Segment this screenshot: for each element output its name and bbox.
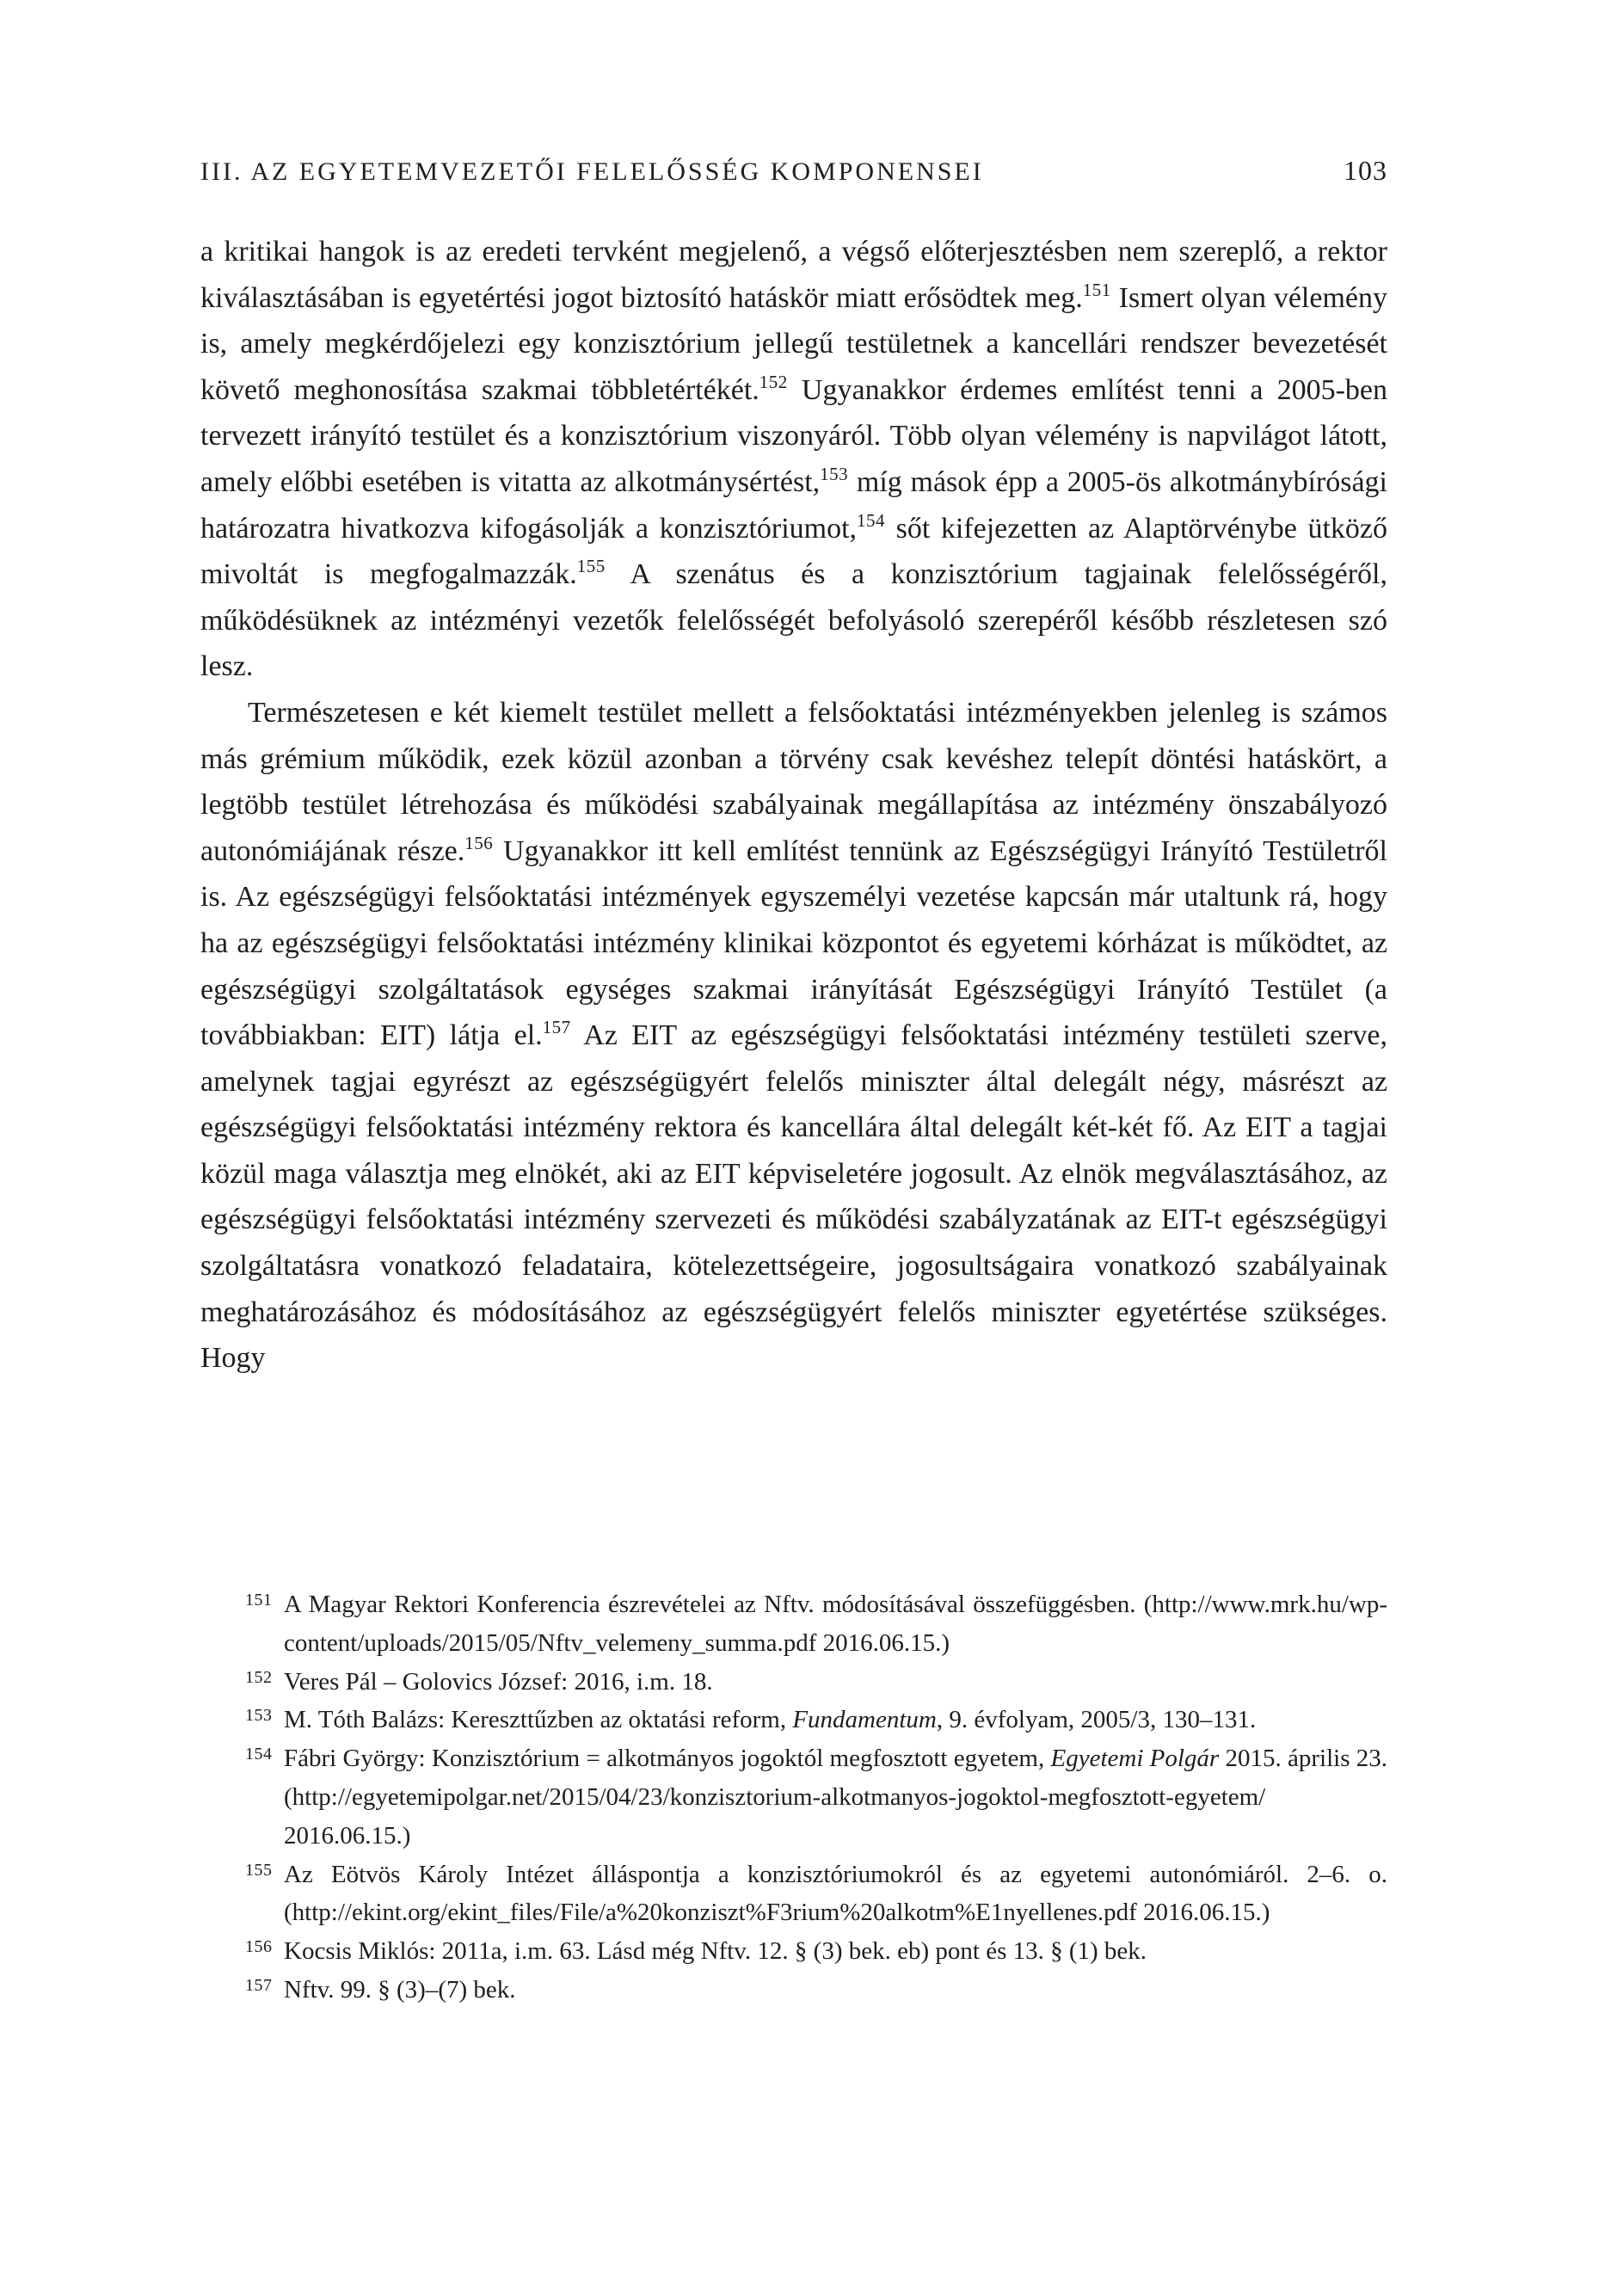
page-number: 103	[1344, 155, 1387, 186]
footnote-text: M. Tóth Balázs: Kereszttűzben az oktatási reform, Fundamentum, 9. évfolyam, 2005/3, 130–131.	[284, 1706, 1257, 1734]
footnote-text: Az Eötvös Károly Intézet álláspontja a konzisztóriumokról és az egyetemi autonómiáról. 2–6. o. (http://ekint.org/ekint_files/File/a%20konziszt%F3rium%20alkotm%E1nyellenes.pdf 2016.06.15.)	[284, 1860, 1387, 1927]
footnote	[200, 1663, 1387, 1702]
paragraph: Természetesen e két kiemelt testület mellett a felsőoktatási intézményekben jelenleg is számos más grémium működik, ezek közül azonban a törvény csak kevéshez telepít döntési hatáskört, a legtöbb testület létrehozása és működési szabályainak megállapítása az intézmény önszabályozó autonómiájának része.$^{156}$ Ugyanakkor itt kell említést tennünk az Egészségügyi Irányító Testületről is. Az egészségügyi felsőoktatási intézmények egyszemélyi vezetése kapcsán már utaltunk rá, hogy ha az egészségügyi felsőoktatási intézmény klinikai központot és egyetemi kórházat is működtet, az egészségügyi szolgáltatások egységes szakmai irányítását Egészségügyi Irányító Testület (a továbbiakban: EIT) látja el.$^{157}$ Az EIT az egészségügyi felsőoktatási intézmény testületi szerve, amelynek tagjai egyrészt az egészségügyért felelős miniszter által delegált négy, másrészt az egészségügyi felsőoktatási intézmény rektora és kancellára által delegált két-két fő. Az EIT a tagjai közül maga választja meg elnökét, aki az EIT képviseletére jogosult. Az elnök megválasztásához, az egészségügyi felsőoktatási intézmény szervezeti és működési szabályzatának az EIT-t egészségügyi szolgáltatásra vonatkozó feladataira, kötelezettségeire, jogosultságaira vonatkozó szabályainak meghatározásához és módosításához az egészségügyért felelős miniszter egyetértése szükséges. Hogy	[200, 696, 1387, 1375]
footnote	[200, 1971, 1387, 2010]
footnote	[200, 1932, 1387, 1971]
paragraph: a kritikai hangok is az eredeti tervként megjelenő, a végső előterjesztésben nem szereplő, a rektor kiválasztásában is egyetértési jogot biztosító hatáskör miatt erősödtek meg.$^{151}$ Ismert olyan vélemény is, amely megkérdőjelezi egy konzisztórium jellegű testületnek a kancellári rendszer bevezetését követő meghonosítása szakmai többletértékét.$^{152}$ Ugyanakkor érdemes említést tenni a 2005-ben tervezett irányító testület és a konzisztórium viszonyáról. Több olyan vélemény is napvilágot látott, amely előbbi esetében is vitatta az alkotmánysértést,$^{153}$ míg mások épp a 2005-ös alkotmánybírósági határozatra hivatkozva kifogásolják a konzisztóriumot,$^{154}$ sőt kifejezetten az Alaptörvénybe ütköző mivoltát is megfogalmazzák.$^{155}$ A szenátus és a konzisztórium tagjainak felelősségéről, működésüknek az intézményi vezetők felelősségét befolyásoló szerepéről később részletesen szó lesz.	[200, 236, 1388, 683]
footnote-number: 152	[245, 1667, 273, 1687]
body-paragraphs	[200, 229, 1387, 1382]
footnote-text: Kocsis Miklós: 2011a, i.m. 63. Lásd még Nftv. 12. § (3) bek. eb) pont és 13. § (1) bek.	[284, 1937, 1147, 1966]
footnote-ref: 151	[1082, 279, 1111, 300]
footnote-ref: 152	[759, 371, 788, 392]
footnote	[200, 1585, 1387, 1663]
footnote-number: 153	[245, 1706, 273, 1726]
footnote-number: 151	[245, 1591, 273, 1610]
footnote-text: Fábri György: Konzisztórium = alkotmányos jogoktól megfosztott egyetem, Egyetemi Polgár 2015. április 23. (http://egyetemipolgar.net/2015/04/23/konzisztorium-alkotmanyos-jogoktol-megfosztott-egyetem/ 2016.06.15.)	[284, 1745, 1387, 1850]
footnote-ref: 154	[857, 509, 886, 531]
footnote	[200, 1701, 1387, 1739]
footnote-ref: 153	[820, 463, 849, 484]
footnote	[200, 1739, 1387, 1855]
italic-text: Fundamentum	[792, 1706, 937, 1734]
chapter-title: III. AZ EGYETEMVEZETŐI FELELŐSSÉG KOMPONENSEI	[200, 157, 984, 186]
footnote-number: 155	[245, 1860, 273, 1880]
footnote-ref: 157	[542, 1017, 571, 1038]
footnote-number: 156	[245, 1937, 273, 1957]
footnote-number: 154	[245, 1745, 273, 1764]
footnote-ref: 156	[464, 832, 494, 853]
footnote-ref: 155	[576, 556, 606, 577]
footnote-text: Veres Pál – Golovics József: 2016, i.m. 18.	[284, 1667, 713, 1696]
italic-text: Egyetemi Polgár	[1050, 1745, 1220, 1773]
footnote-text: A Magyar Rektori Konferencia észrevételei az Nftv. módosításával összefüggésben. (http://www.mrk.hu/wp-content/uploads/2015/05/Nftv_velemeny_summa.pdf 2016.06.15.)	[284, 1591, 1387, 1657]
running-header	[200, 155, 1387, 187]
footnotes-list	[200, 1585, 1387, 2010]
footnote	[200, 1856, 1387, 1933]
footnote-number: 157	[245, 1975, 273, 1995]
footnote-text: Nftv. 99. § (3)–(7) bek.	[284, 1975, 516, 2004]
